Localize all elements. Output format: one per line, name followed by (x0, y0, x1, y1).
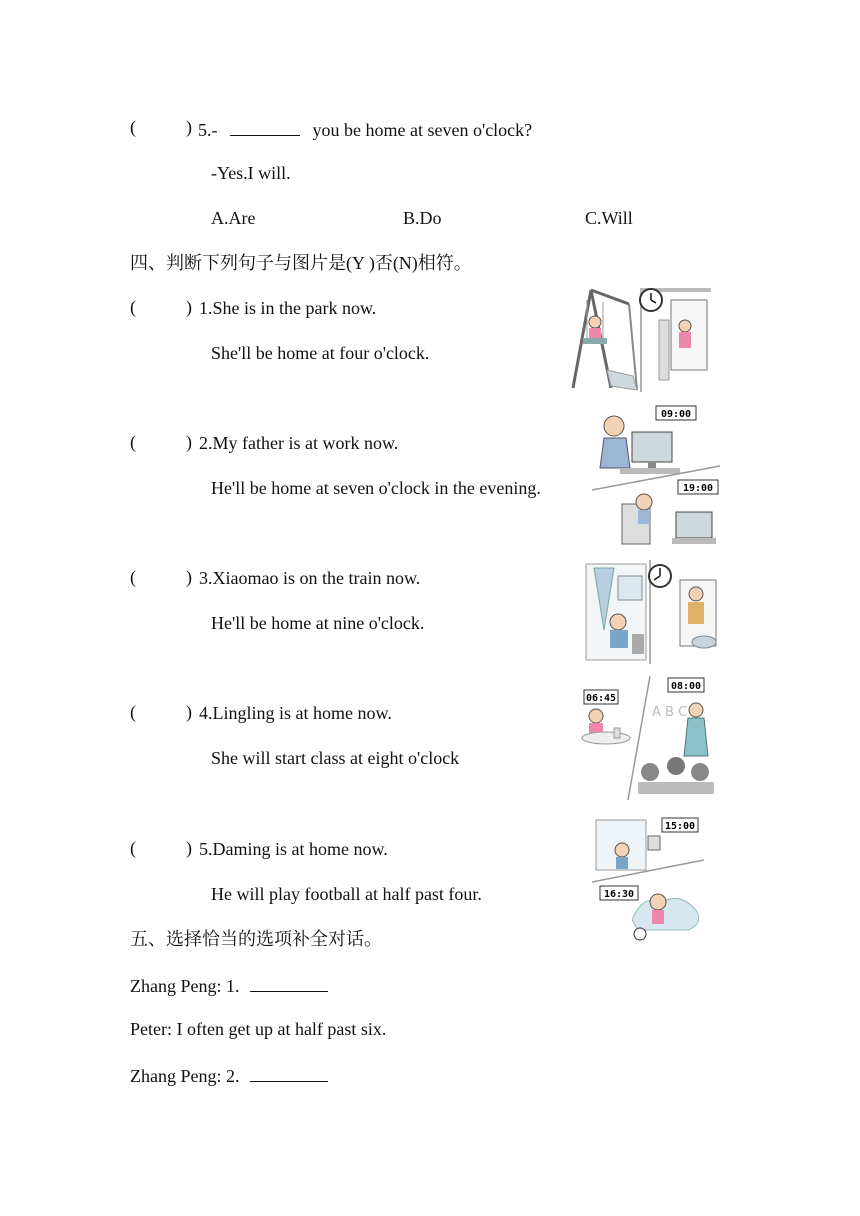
board-letters: A B C (652, 705, 688, 720)
item-text: My father is at work now. (212, 433, 399, 453)
dialogue-line-3 (130, 1063, 328, 1087)
bracket-close: ) (186, 702, 192, 722)
item-1-line2: She'll be home at four o'clock. (211, 343, 430, 363)
bracket-open: ( (130, 117, 136, 137)
question-text: you be home at seven o'clock? (312, 120, 533, 140)
section-4-heading: 四、判断下列句子与图片是(Y )否(N)相符。 (130, 253, 472, 273)
item-text: Lingling is at home now. (212, 703, 392, 723)
bracket-open: ( (130, 297, 136, 317)
section-5-heading: 五、选择恰当的选项补全对话。 (130, 929, 382, 949)
item-5-line2: He will play football at half past four. (211, 884, 482, 904)
picture-2-father-work-home (592, 404, 720, 552)
option-c[interactable]: C.Will (585, 208, 633, 228)
question-number: 5.- (198, 120, 218, 140)
dialogue-line-1 (130, 973, 328, 997)
item-text: Xiaomao is on the train now. (212, 568, 421, 588)
item-2-line2: He'll be home at seven o'clock in the evening. (211, 478, 541, 498)
item-text: She is in the park now. (212, 298, 377, 318)
picture-3-train-and-home (584, 560, 720, 664)
clock-time-19: 19:00 (682, 483, 714, 494)
item-number: 1. (199, 298, 213, 318)
speaker-label: Zhang Peng: 1. (130, 976, 240, 996)
bracket-close: ) (186, 432, 192, 452)
speaker-label: Zhang Peng: 2. (130, 1066, 240, 1086)
clock-time-1630: 16:30 (603, 889, 635, 900)
question-5-answer: -Yes.I will. (211, 163, 291, 183)
bracket-close: ) (186, 117, 192, 137)
picture-1-park-and-home (567, 280, 715, 392)
bracket-close: ) (186, 838, 192, 858)
item-text: Daming is at home now. (212, 839, 388, 859)
bracket-open: ( (130, 567, 136, 587)
bracket-close: ) (186, 567, 192, 587)
picture-4-breakfast-and-class (580, 676, 720, 800)
fill-blank[interactable] (230, 117, 300, 136)
fill-blank[interactable] (250, 973, 328, 992)
dialogue-line-2: Peter: I often get up at half past six. (130, 1019, 387, 1039)
bracket-open: ( (130, 432, 136, 452)
item-number: 2. (199, 433, 213, 453)
clock-time-0645: 06:45 (585, 693, 617, 704)
clock-time-09: 09:00 (660, 409, 692, 420)
item-4-line2: She will start class at eight o'clock (211, 748, 460, 768)
option-b[interactable]: B.Do (403, 208, 442, 228)
item-3-line1 (199, 567, 420, 589)
clock-time-0800: 08:00 (670, 681, 702, 692)
bracket-open: ( (130, 838, 136, 858)
fill-blank[interactable] (250, 1063, 328, 1082)
option-a[interactable]: A.Are (211, 208, 256, 228)
bracket-open: ( (130, 702, 136, 722)
clock-time-1500: 15:00 (664, 821, 696, 832)
item-5-line1 (199, 838, 388, 860)
picture-5-home-and-football (592, 816, 704, 944)
item-4-line1 (199, 702, 392, 724)
item-number: 4. (199, 703, 213, 723)
question-5-stem (198, 117, 532, 141)
item-1-line1 (199, 297, 376, 319)
item-3-line2: He'll be home at nine o'clock. (211, 613, 425, 633)
bracket-close: ) (186, 297, 192, 317)
item-2-line1 (199, 432, 398, 454)
item-number: 3. (199, 568, 213, 588)
item-number: 5. (199, 839, 213, 859)
